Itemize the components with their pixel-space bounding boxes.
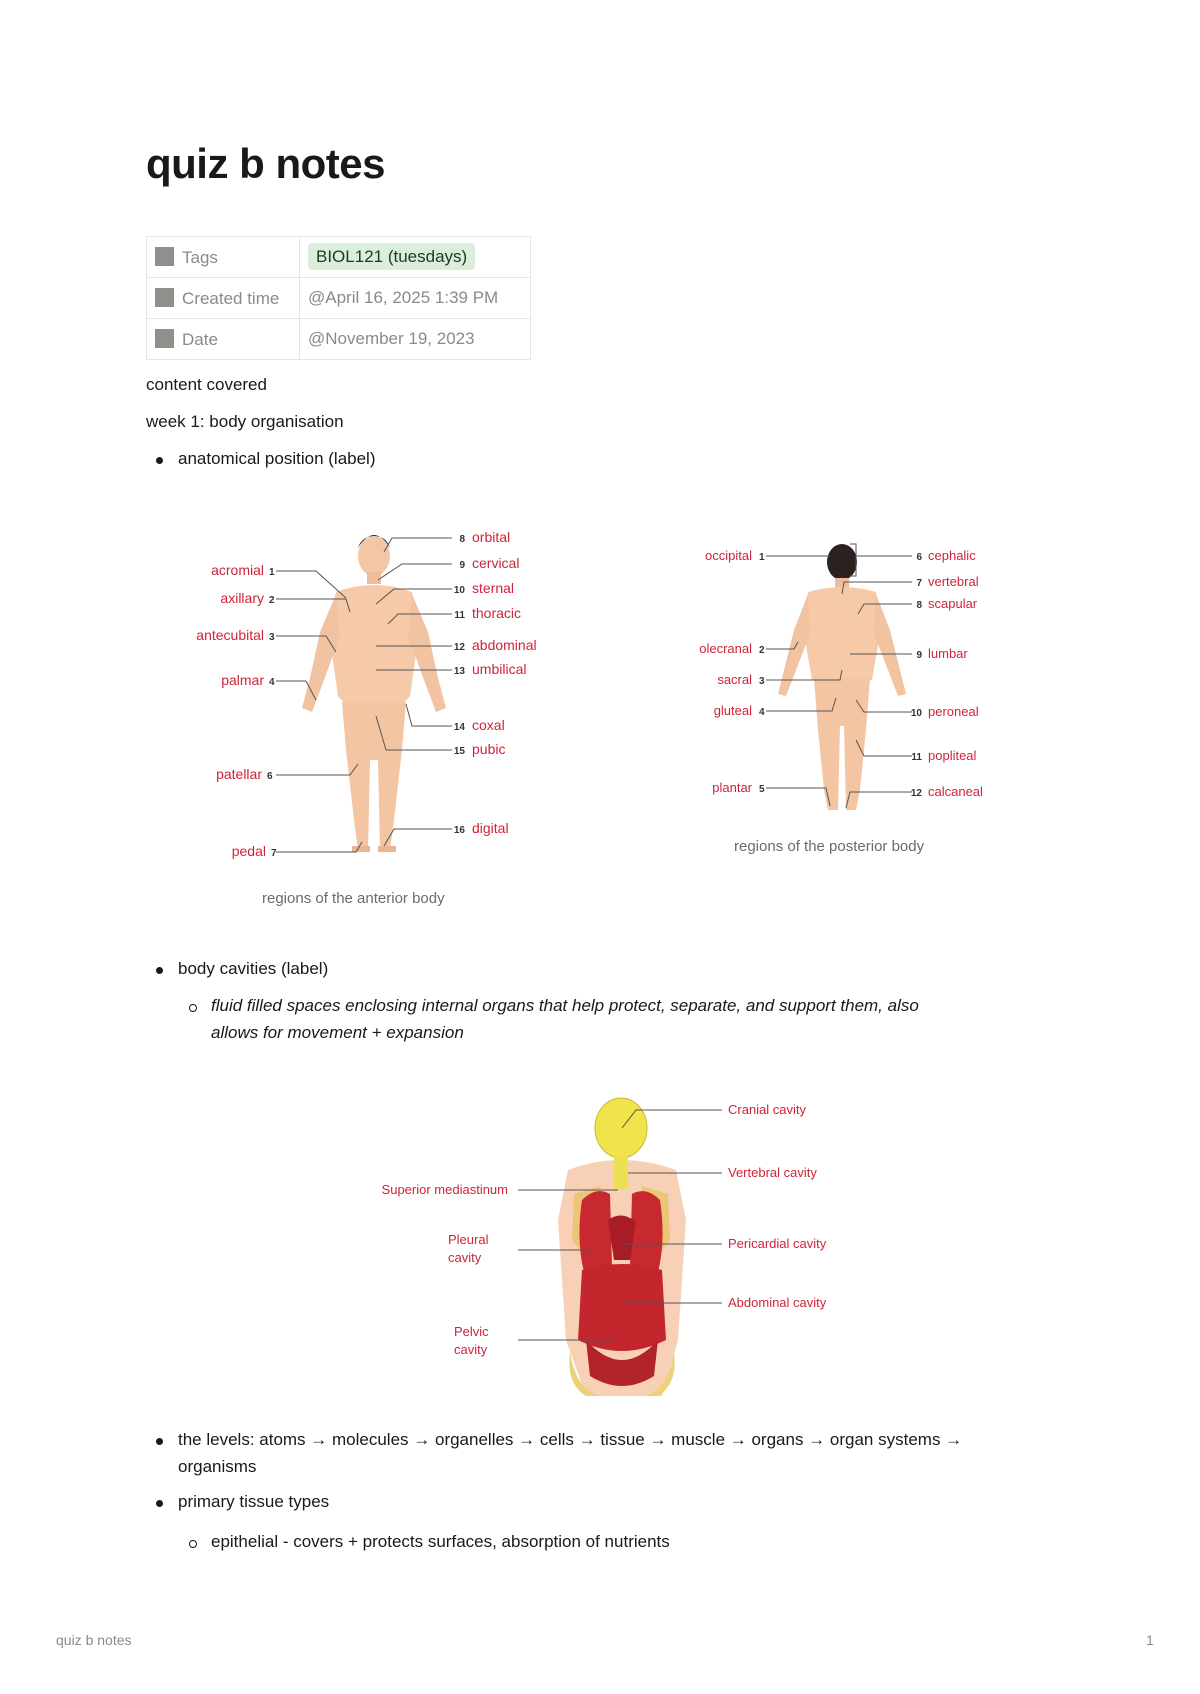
- label-patellar: patellar: [216, 766, 262, 782]
- list-item: the levels: atoms → molecules → organelles → cells → tissue → muscle → organs → organ systems →: [178, 1430, 963, 1449]
- list-item-continuation: organisms: [178, 1457, 257, 1476]
- property-type-icon: [155, 247, 174, 266]
- list-item-sub-continuation: allows for movement + expansion: [211, 1023, 464, 1042]
- label-number: 10: [910, 708, 922, 719]
- label-number: 11: [454, 610, 465, 621]
- label-pubic: pubic: [472, 741, 506, 757]
- label-popliteal: popliteal: [928, 748, 977, 763]
- label-number: 15: [453, 746, 465, 757]
- label-pleural-cavity: cavity: [448, 1250, 482, 1265]
- label-cervical: cervical: [472, 555, 520, 571]
- page-number: 1: [1146, 1632, 1154, 1648]
- label-number: 1: [759, 552, 765, 563]
- label-number: 7: [916, 578, 922, 589]
- list-item: primary tissue types: [178, 1492, 330, 1511]
- paragraph-week-1: week 1: body organisation: [146, 412, 344, 431]
- list-item-sub: fluid filled spaces enclosing internal organs that help protect, separate, and support them, also: [211, 996, 919, 1015]
- label-lumbar: lumbar: [928, 646, 968, 661]
- bullet-icon: [156, 967, 163, 974]
- label-plantar: plantar: [712, 780, 752, 795]
- label-number: 2: [269, 595, 275, 606]
- label-abdominal: abdominal: [472, 637, 537, 653]
- label-antecubital: antecubital: [196, 627, 264, 643]
- label-cranial-cavity: Cranial cavity: [728, 1102, 807, 1117]
- label-cephalic: cephalic: [928, 548, 976, 563]
- label-superior-mediastinum: Superior mediastinum: [381, 1182, 508, 1197]
- posterior-left-labels: [699, 548, 765, 795]
- label-pericardial-cavity: Pericardial cavity: [728, 1236, 827, 1251]
- label-number: 12: [453, 642, 465, 653]
- label-occipital: occipital: [705, 548, 752, 563]
- label-palmar: palmar: [221, 672, 264, 688]
- label-digital: digital: [472, 820, 509, 836]
- anterior-body-figure: [180, 520, 580, 870]
- label-number: 9: [459, 560, 465, 571]
- label-pelvic: Pelvic: [454, 1324, 489, 1339]
- property-value[interactable]: @November 19, 2023: [300, 319, 531, 360]
- list-item-sub: epithelial - covers + protects surfaces, absorption of nutrients: [211, 1532, 670, 1551]
- label-calcaneal: calcaneal: [928, 784, 983, 799]
- property-type-icon: [155, 329, 174, 348]
- label-number: 3: [269, 632, 275, 643]
- label-number: 13: [453, 666, 465, 677]
- label-number: 14: [453, 722, 465, 733]
- label-number: 9: [916, 650, 922, 661]
- label-number: 7: [271, 848, 277, 859]
- label-gluteal: gluteal: [713, 703, 752, 718]
- label-number: 6: [916, 552, 922, 563]
- posterior-body-figure: [680, 530, 1020, 820]
- property-row-created-time: [147, 278, 531, 319]
- label-number: 8: [459, 534, 465, 545]
- property-key: Tags: [147, 237, 300, 278]
- posterior-right-labels: [911, 548, 983, 799]
- label-number: 8: [916, 600, 922, 611]
- label-pelvic-cavity: cavity: [454, 1342, 488, 1357]
- property-key: Created time: [147, 278, 300, 319]
- label-pedal: pedal: [231, 843, 266, 859]
- label-number: 1: [269, 567, 275, 578]
- property-value[interactable]: @April 16, 2025 1:39 PM: [300, 278, 531, 319]
- posterior-body-illustration: [778, 544, 906, 810]
- label-coxal: coxal: [472, 717, 505, 733]
- list-item: anatomical position (label): [178, 449, 376, 468]
- label-scapular: scapular: [928, 596, 978, 611]
- property-key: Date: [147, 319, 300, 360]
- bullet-icon: [156, 457, 163, 464]
- label-abdominal-cavity: Abdominal cavity: [728, 1295, 827, 1310]
- label-sacral: sacral: [717, 672, 752, 687]
- label-number: 12: [910, 788, 922, 799]
- label-number: 6: [267, 771, 273, 782]
- property-row-date: [147, 319, 531, 360]
- anterior-left-labels: [196, 562, 277, 859]
- page-title: quiz b notes: [146, 140, 385, 187]
- property-row-tags: [147, 237, 531, 278]
- label-vertebral-cavity: Vertebral cavity: [728, 1165, 817, 1180]
- label-acromial: acromial: [211, 562, 264, 578]
- sub-bullet-icon: [189, 1004, 197, 1012]
- properties-table: [146, 236, 531, 360]
- bullet-icon: [156, 1500, 163, 1507]
- figure-caption-anterior: regions of the anterior body: [262, 890, 445, 907]
- label-number: 4: [759, 707, 765, 718]
- figure-caption-posterior: regions of the posterior body: [734, 838, 925, 855]
- label-number: 2: [759, 645, 765, 656]
- label-thoracic: thoracic: [472, 605, 522, 621]
- label-axillary: axillary: [220, 590, 264, 606]
- anterior-right-labels: [454, 529, 537, 836]
- anterior-body-illustration: [302, 535, 446, 852]
- label-pleural: Pleural: [448, 1232, 489, 1247]
- torso-illustration: [558, 1098, 686, 1396]
- tag-badge[interactable]: BIOL121 (tuesdays): [308, 243, 475, 270]
- label-umbilical: umbilical: [472, 661, 527, 677]
- label-orbital: orbital: [472, 529, 511, 545]
- label-number: 5: [759, 784, 765, 795]
- bullet-icon: [156, 1438, 163, 1445]
- label-sternal: sternal: [472, 580, 515, 596]
- cavities-right-labels: [728, 1102, 827, 1310]
- sub-bullet-icon: [189, 1540, 197, 1548]
- footer-title: quiz b notes: [56, 1632, 132, 1648]
- list-item: body cavities (label): [178, 959, 329, 978]
- label-number: 3: [759, 676, 765, 687]
- label-number: 11: [911, 752, 922, 763]
- cavities-left-labels: [382, 1182, 508, 1357]
- property-type-icon: [155, 288, 174, 307]
- label-olecranal: olecranal: [699, 641, 752, 656]
- label-number: 4: [269, 677, 275, 688]
- label-peroneal: peroneal: [928, 704, 979, 719]
- label-vertebral: vertebral: [928, 574, 979, 589]
- paragraph-content-covered: content covered: [146, 375, 267, 394]
- body-cavities-figure: [360, 1090, 860, 1400]
- label-number: 16: [453, 825, 465, 836]
- property-value[interactable]: [300, 237, 531, 278]
- label-number: 10: [453, 585, 465, 596]
